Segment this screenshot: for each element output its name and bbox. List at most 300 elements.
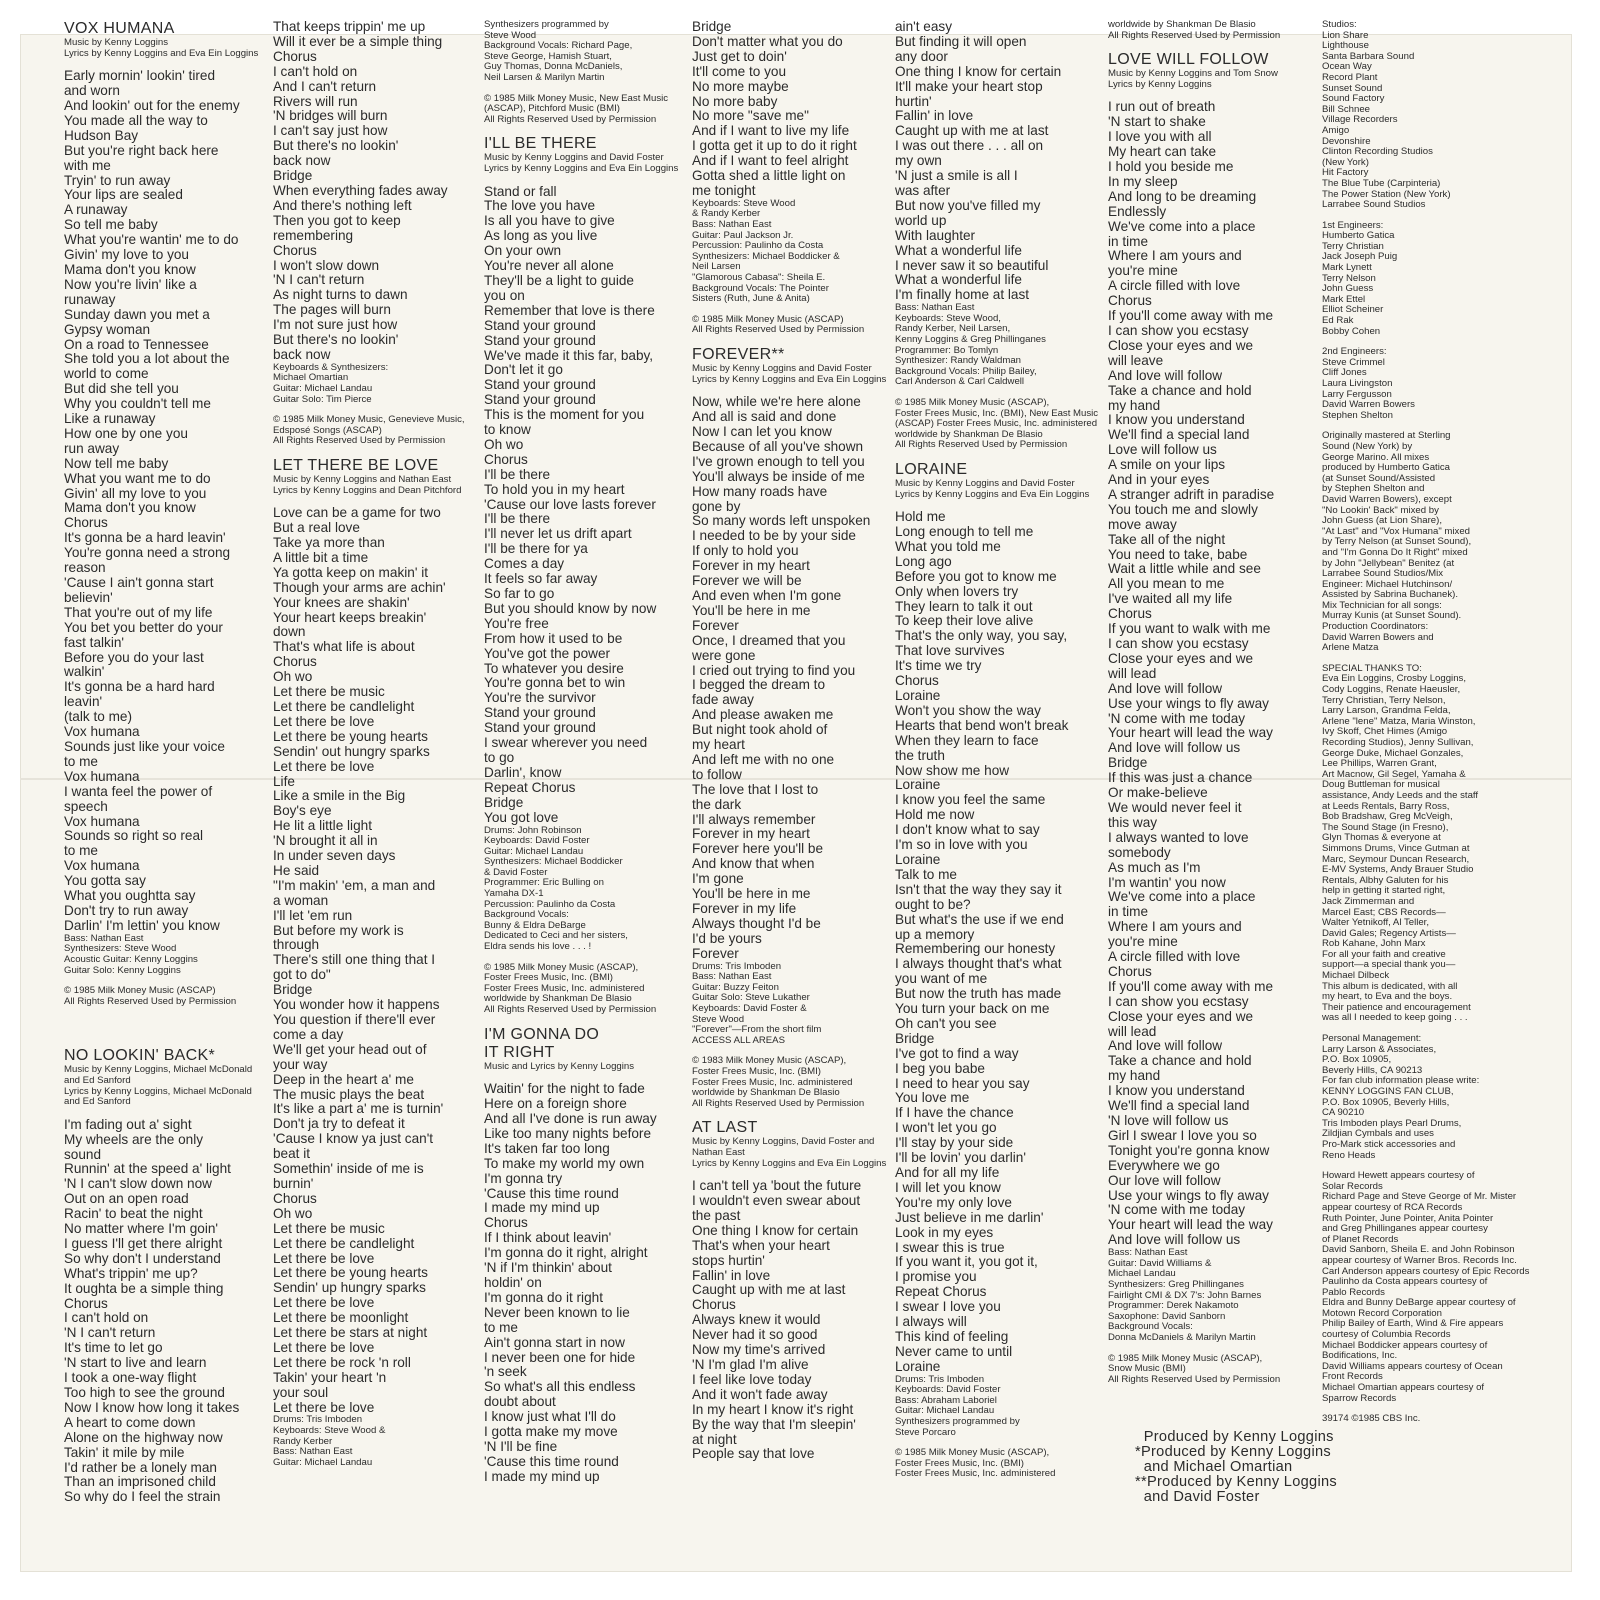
credits-column <box>1322 20 1558 1425</box>
lyric-line: I swear wherever you need <box>484 735 648 751</box>
lyric-line: ought to be? <box>895 896 971 912</box>
credit-line: P.O. Box 10905, <box>1322 1054 1392 1066</box>
credit-line: Keyboards: Steve Wood <box>692 197 796 209</box>
lyric-line: He lit a little light <box>273 818 372 834</box>
lyric-line: Chorus <box>484 451 528 467</box>
lyric-line: "I'm makin' 'em, a man and <box>273 877 436 893</box>
credit-line: Drums: Tris Imboden <box>895 1373 985 1385</box>
lyric-line: Givin' all my love to you <box>64 485 207 501</box>
credit-line: Guitar: Buzzy Feiton <box>692 981 779 993</box>
lyric-line: 'N start to shake <box>1108 114 1206 130</box>
copyright-line: © 1985 Milk Money Music (ASCAP), <box>895 1447 1050 1459</box>
lyric-line: Hearts that bend won't break <box>895 717 1069 733</box>
lyric-line: To hold you in my heart <box>484 481 625 497</box>
lyric-line: I feel like love today <box>692 1371 812 1387</box>
lyric-line: I know you feel the same <box>895 792 1046 808</box>
lyric-line: We've made it this far, baby, <box>484 347 654 363</box>
lyric-line: Just get to doin' <box>692 48 787 64</box>
copyright-line: Paulinho da Costa appears courtesy of <box>1322 1276 1488 1288</box>
lyric-line: I've grown enough to tell you <box>692 453 865 469</box>
credit-line: Cody Loggins, Renate Haeusler, <box>1322 684 1461 696</box>
lyric-line: With laughter <box>895 227 976 243</box>
lyric-line: Darlin' I'm lettin' you know <box>64 917 220 933</box>
credit-line: Engineer: Michael Hutchinson/ <box>1322 578 1453 590</box>
credit-line: Doug Buttleman for musical <box>1322 779 1440 791</box>
lyric-line: A stranger adrift in paradise <box>1108 486 1275 502</box>
credit-line: Guitar: Michael Landau <box>273 1456 373 1468</box>
credit-line: Synthesizers: Greg Phillinganes <box>1108 1278 1244 1290</box>
lyric-line: In my heart I know it's right <box>692 1401 854 1417</box>
lyric-line: They'll be a light to guide <box>484 272 634 288</box>
credit-line: Sunset Sound <box>1322 82 1383 94</box>
lyric-line: Comes a day <box>484 556 565 572</box>
lyric-line: The love that I lost to <box>692 781 819 797</box>
producer-line: **Produced by Kenny Loggins <box>1135 1474 1338 1490</box>
credit-line: John Guess (at Lion Share), <box>1322 515 1442 527</box>
credit-line: David Warren Bowers), except <box>1322 493 1452 505</box>
lyric-line: I'm gonna try <box>484 1170 563 1186</box>
credit-line: Music by Kenny Loggins and Nathan East <box>273 474 452 485</box>
lyric-line: How many roads have <box>692 483 828 499</box>
lyric-line: I can't hold on <box>273 63 358 79</box>
credit-line: Stephen Shelton <box>1322 409 1393 421</box>
lyric-line: And if I want to live my life <box>692 123 850 139</box>
lyric-line: Alone on the highway now <box>64 1429 223 1445</box>
credit-line: Keyboards: David Foster & <box>692 1003 807 1014</box>
credit-line: Laura Livingston <box>1322 378 1393 389</box>
credit-line: Arlene Matza <box>1322 642 1379 654</box>
copyright-line: All Rights Reserved Used by Permission <box>692 1097 865 1109</box>
lyric-line: We'll find a special land <box>1108 427 1250 443</box>
copyright-line: © 1985 Milk Money Music (ASCAP), <box>895 396 1050 408</box>
lyric-line: Long enough to tell me <box>895 524 1034 540</box>
lyric-line: You've got the power <box>484 645 611 661</box>
credit-line: Terry Nelson <box>1322 272 1376 284</box>
lyric-line: Oh wo <box>484 436 524 452</box>
lyric-line: But there's no lookin' <box>273 138 399 154</box>
credit-line: Bass: Nathan East <box>1108 1247 1188 1259</box>
lyric-line: Remembering our honesty <box>895 941 1056 957</box>
lyric-line: Let there be candlelight <box>273 1235 415 1251</box>
lyric-line: Remember that love is there <box>484 302 655 318</box>
credit-line: Production Coordinators: <box>1322 621 1429 633</box>
credit-line: Bill Schnee <box>1322 103 1370 115</box>
lyric-line: If I have the chance <box>895 1105 1014 1121</box>
lyric-line: I'll always remember <box>692 811 816 827</box>
credit-line: Clinton Recording Studios <box>1322 146 1433 158</box>
copyright-line: and Ed Sanford <box>64 1074 131 1086</box>
lyric-line: Fallin' in love <box>895 108 974 124</box>
lyric-line: Let there be stars at night <box>273 1325 428 1341</box>
lyric-line: Waitin' for the night to fade <box>484 1081 645 1097</box>
lyric-line: I've got to find a way <box>895 1045 1019 1061</box>
song-title: IT RIGHT <box>484 1043 555 1061</box>
credit-line: Michael Landau <box>1108 1268 1176 1280</box>
credit-line: Lighthouse <box>1322 40 1369 52</box>
credit-line: David Warren Bowers <box>1322 399 1415 411</box>
lyric-line: I won't let you go <box>895 1120 997 1136</box>
lyric-line: I will let you know <box>895 1179 1001 1195</box>
lyric-line: I promise you <box>895 1269 977 1285</box>
copyright-line: All Rights Reserved Used by Permission <box>895 439 1068 451</box>
lyric-line: You're gonna need a strong <box>64 545 231 561</box>
lyric-line: Chorus <box>64 1295 108 1311</box>
lyric-line: 'N come with me today <box>1108 710 1246 726</box>
lyric-line: From how it used to be <box>484 630 623 646</box>
lyric-line: And if I want to feel alright <box>692 153 849 169</box>
lyric-line: One thing I know for certain <box>895 63 1062 79</box>
lyric-line: Let there be love <box>273 758 375 774</box>
lyric-line: Hold me <box>895 509 946 525</box>
lyric-line: Forever in my heart <box>692 826 810 842</box>
lyric-line: Don't try to run away <box>64 902 189 918</box>
lyric-line: If you want it, you got it, <box>895 1254 1038 1270</box>
producer-line: and David Foster <box>1135 1489 1260 1505</box>
lyrics-column-1 <box>64 20 270 1505</box>
credit-line: Originally mastered at Sterling <box>1322 430 1451 442</box>
lyric-line: world to come <box>64 366 149 382</box>
credit-line: Art Macnow, Gil Segel, Yamaha & <box>1322 768 1466 780</box>
lyric-line: She told you a lot about the <box>64 351 230 367</box>
lyric-line: I'll never let us drift apart <box>484 526 632 542</box>
credit-line: Music by Kenny Loggins and Tom Snow <box>1108 68 1278 80</box>
lyric-line: I need to hear you say <box>895 1075 1030 1091</box>
lyric-line: Girl I swear I love you so <box>1108 1127 1257 1143</box>
lyric-line: Like too many nights before <box>484 1125 652 1141</box>
lyric-line: Is all you have to give <box>484 213 615 229</box>
lyric-line: fade away <box>692 692 754 708</box>
credit-line: Dedicated to Ceci and her sisters, <box>484 930 628 942</box>
lyric-line: world up <box>895 212 947 228</box>
lyric-line: Bridge <box>692 19 732 34</box>
credit-line: Guitar: Michael Landau <box>484 845 584 857</box>
credit-line: George Marino. All mixes <box>1322 451 1430 463</box>
lyric-line: I can show you ecstasy <box>1108 636 1249 651</box>
lyric-line: So far to go <box>484 586 555 601</box>
lyric-line: I'm wantin' you now <box>1108 874 1226 890</box>
lyric-line: A little bit a time <box>273 549 369 565</box>
credit-line: Keyboards: Steve Wood, <box>895 312 1001 324</box>
credit-line: Music by Kenny Loggins and David Foster <box>895 477 1075 489</box>
credit-line: Larrabee Sound Studios <box>1322 199 1426 211</box>
lyric-line: (talk to me) <box>64 709 132 725</box>
lyric-line: Bridge <box>484 794 524 810</box>
copyright-line: Foster Frees Music, Inc. (BMI) <box>692 1065 822 1077</box>
lyric-line: It's time to let go <box>64 1340 163 1356</box>
lyric-line: And love will follow us <box>1108 1232 1241 1248</box>
credit-line: David Warren Bowers and <box>1322 631 1434 643</box>
lyric-line: Oh wo <box>273 669 313 685</box>
copyright-line: Foster Frees Music, Inc. administered <box>692 1076 853 1088</box>
copyright-line: David Sanborn, Sheila E. and John Robinson <box>1322 1244 1515 1256</box>
credit-line: Lion Share <box>1322 29 1369 41</box>
lyric-line: 'Cause this time round <box>484 1185 619 1201</box>
copyright-line: Ruth Pointer, June Pointer, Anita Pointer <box>1322 1212 1494 1224</box>
copyright-line: worldwide by Shankman De Blasio <box>484 993 632 1005</box>
credit-line: Background Vocals: The Pointer <box>692 282 829 294</box>
credit-line: Rob Kahane, John Marx <box>1322 938 1426 950</box>
credit-line: Background Vocals: <box>1108 1321 1193 1333</box>
lyric-line: I never been one for hide <box>484 1349 636 1365</box>
credit-line: John Guess <box>1322 283 1374 295</box>
lyric-line: Take all of the night <box>1108 531 1226 547</box>
lyric-line: It's taken far too long <box>484 1140 610 1156</box>
lyric-line: The pages will burn <box>273 302 391 318</box>
lyric-line: And left me with no one <box>692 751 835 767</box>
lyric-line: That's the only way, you say, <box>895 628 1068 644</box>
song-title: LET THERE BE LOVE <box>273 457 439 474</box>
producer-line: *Produced by Kenny Loggins <box>1135 1444 1332 1460</box>
credit-line: Guitar Solo: Steve Lukather <box>692 992 810 1004</box>
credit-line: Steve Porcaro <box>895 1426 956 1438</box>
copyright-line: Motown Record Corporation <box>1322 1307 1442 1319</box>
credit-line: The Blue Tube (Carpinteria) <box>1322 177 1441 189</box>
lyric-line: Now tell me baby <box>64 455 169 471</box>
lyric-line: I'll be there <box>484 466 551 482</box>
copyright-line: Bodifications, Inc. <box>1322 1350 1398 1362</box>
credit-line: Lyrics by Kenny Loggins and Eva Ein Loggins <box>692 1157 887 1169</box>
lyric-line: I needed to be by your side <box>692 528 856 544</box>
lyric-line: holdin' on <box>484 1274 542 1290</box>
credit-line: Bobby Cohen <box>1322 325 1381 337</box>
lyric-line: I never saw it so beautiful <box>895 257 1049 273</box>
lyric-line: up a memory <box>895 926 975 942</box>
lyric-line: They learn to talk it out <box>895 598 1033 614</box>
lyric-line: If I think about leavin' <box>484 1230 612 1246</box>
spacer <box>1108 1344 1333 1354</box>
lyric-line: And lookin' out for the enemy <box>64 98 240 113</box>
lyric-line: Chorus <box>273 1190 317 1206</box>
copyright-line: Howard Hewett appears courtesy of <box>1322 1170 1475 1182</box>
lyric-line: 'N I'll be fine <box>484 1438 558 1454</box>
lyric-line: But a real love <box>273 520 360 536</box>
spacer <box>484 125 698 135</box>
lyric-line: back now <box>273 153 331 169</box>
lyric-line: We've come into a place <box>1108 889 1256 905</box>
lyric-line: A circle filled with love <box>1108 278 1241 294</box>
copyright-line: (ASCAP) Foster Frees Music, Inc. administered <box>895 418 1098 430</box>
credit-line: Bass: Nathan East <box>692 971 772 983</box>
lyric-line: It'll make your heart stop <box>895 78 1043 94</box>
lyric-line: If you'll come away with me <box>1108 308 1274 324</box>
lyric-line: Out on an open road <box>64 1191 189 1207</box>
lyric-line: to know <box>484 422 531 438</box>
credit-line: Music by Kenny Loggins and David Foster <box>692 363 872 374</box>
lyric-line: Ya gotta keep on makin' it <box>273 564 428 580</box>
lyric-line: You need to take, babe <box>1108 546 1248 562</box>
lyric-line: As long as you live <box>484 228 598 244</box>
copyright-line: © 1985 Milk Money Music, Genevieve Music, <box>273 414 465 426</box>
lyric-line: Let there be love <box>273 1339 375 1355</box>
lyric-line: And it won't fade away <box>692 1386 828 1402</box>
credit-line: Steve Wood <box>692 1013 745 1025</box>
lyrics-column-3 <box>484 20 698 1485</box>
credit-line: Bass: Nathan East <box>273 1446 353 1458</box>
lyric-line: Loraine <box>895 688 941 703</box>
copyright-line: and Ed Sanford <box>64 1096 131 1108</box>
lyric-line: reason <box>64 560 106 576</box>
credit-line: and "I'm Gonna Do It Right" mixed <box>1322 546 1468 558</box>
lyric-line: Let there be love <box>273 1250 375 1266</box>
credit-line: "Forever"—From the short film <box>692 1024 822 1036</box>
copyright-line: © 1985 Milk Money Music (ASCAP), <box>1108 1352 1263 1364</box>
lyric-line: Take a chance and hold <box>1108 382 1252 398</box>
lyric-line: No more baby <box>692 93 778 109</box>
lyric-line: me tonight <box>692 182 756 198</box>
lyric-line: 'N I can't return <box>273 272 365 288</box>
credit-line: "Glamorous Cabasa": Sheila E. <box>692 272 826 284</box>
lyric-line: I begged the dream to <box>692 677 826 693</box>
copyright-line: of Planet Records <box>1322 1233 1399 1245</box>
lyric-line: I'm gonna do it right, alright <box>484 1245 648 1261</box>
credit-line: Guitar: Michael Landau <box>895 1405 995 1417</box>
lyric-line: On your own <box>484 243 562 259</box>
credit-line: Arlene "lene" Matza, Maria Winston, <box>1322 715 1476 727</box>
lyric-line: And love will follow <box>1108 367 1223 383</box>
copyright-line: Front Records <box>1322 1371 1383 1383</box>
lyric-line: And all is said and done <box>692 409 837 425</box>
credit-line: Music by Kenny Loggins and David Foster <box>484 152 664 164</box>
lyric-line: Caught up with me at last <box>895 123 1049 139</box>
lyric-line: Bridge <box>1108 755 1148 771</box>
credit-line: was all I needed to keep going . . . <box>1322 1012 1468 1024</box>
lyric-line: So what's all this endless <box>484 1379 636 1395</box>
lyric-line: You're gonna bet to win <box>484 675 626 691</box>
lyric-line: But you should know by now <box>484 600 657 616</box>
lyric-line: run away <box>64 440 120 456</box>
lyric-line: Endlessly <box>1108 203 1167 219</box>
credit-line: Music and Lyrics by Kenny Loggins <box>484 1060 635 1072</box>
lyric-line: The love you have <box>484 198 596 214</box>
credit-line: Eva Ein Loggins, Crosby Loggins, <box>1322 673 1466 685</box>
credit-line: Michael Dilbeck <box>1322 970 1390 982</box>
lyric-line: Takin' it mile by mile <box>64 1444 185 1460</box>
credit-line: assistance, Andy Leeds and the staff <box>1322 789 1479 801</box>
lyric-line: Ain't gonna start in now <box>484 1334 625 1350</box>
producer-line: Produced by Kenny Loggins <box>1135 1429 1334 1445</box>
copyright-line: worldwide by Shankman De Blasio <box>895 428 1043 440</box>
lyric-line: You'll be here in me <box>692 602 811 618</box>
lyric-line: my own <box>895 153 942 169</box>
lyric-line: That's when your heart <box>692 1237 830 1253</box>
lyric-line: I run out of breath <box>1108 99 1216 115</box>
spacer <box>1108 41 1333 51</box>
lyric-line: I guess I'll get there alright <box>64 1235 223 1251</box>
lyric-line: 'N start to live and learn <box>64 1355 207 1371</box>
credit-line: Studios: <box>1322 19 1357 30</box>
lyric-line: runaway <box>64 291 116 307</box>
lyric-line: Don't let it go <box>484 362 563 378</box>
lyric-line: Stand your ground <box>484 377 596 393</box>
credit-line: Synthesizers programmed by <box>895 1416 1020 1428</box>
copyright-line: Foster Frees Music, Inc. (BMI) <box>895 1457 1025 1469</box>
lyric-line: hurtin' <box>895 93 932 109</box>
credit-line: Lyrics by Kenny Loggins and Eva Ein Loggins <box>484 162 679 174</box>
lyric-line: I'm gone <box>692 871 744 887</box>
lyric-line: Don't matter what you do <box>692 33 843 49</box>
credit-line: Recording Studios), Jenny Sullivan, <box>1322 737 1474 748</box>
lyric-line: What's trippin' me up? <box>64 1265 198 1281</box>
credit-line: Kenny Loggins & Greg Phillinganes <box>895 334 1046 345</box>
lyric-line: But finding it will open <box>895 33 1027 49</box>
lyric-line: I always thought that's what <box>895 956 1062 972</box>
lyric-line: to me <box>64 753 98 769</box>
credit-line: Bunny & Eldra DeBarge <box>484 919 586 931</box>
copyright-line: Michael Boddicker appears courtesy of <box>1322 1339 1488 1351</box>
song-title: FOREVER** <box>692 346 785 363</box>
lyric-line: To make my world my own <box>484 1155 645 1171</box>
lyric-line: No more maybe <box>692 78 789 94</box>
lyric-line: So why don't I understand <box>64 1250 221 1266</box>
lyric-line: Take a chance and hold <box>1108 1053 1252 1069</box>
lyric-line: No matter where I'm goin' <box>64 1221 219 1237</box>
lyric-line: Your heart will lead the way <box>1108 725 1273 741</box>
lyric-line: You'll always be inside of me <box>692 468 865 484</box>
credit-line: Steve Crimmel <box>1322 356 1385 368</box>
lyric-line: Let there be young hearts <box>273 1265 428 1281</box>
lyric-line: You turn your back on me <box>895 1001 1050 1017</box>
lyric-line: I know you understand <box>1108 412 1245 428</box>
lyric-line: How one by one you <box>64 425 188 441</box>
lyric-line: Bridge <box>273 982 313 998</box>
lyric-line: Bridge <box>895 1030 935 1046</box>
lyric-line: Why you couldn't tell me <box>64 396 211 412</box>
credit-line: Saxophone: David Sanborn <box>1108 1310 1226 1322</box>
lyric-line: I can show you ecstasy <box>1108 993 1249 1009</box>
credit-line: Mark Ettel <box>1322 293 1366 305</box>
lyric-line: Than an imprisoned child <box>64 1474 216 1490</box>
credit-line: by Terry Nelson (at Sunset Sound), <box>1322 536 1472 548</box>
lyric-line: You're never all alone <box>484 258 614 274</box>
lyric-line: Before you do your last <box>64 649 204 665</box>
lyric-line: A smile on your lips <box>1108 457 1226 473</box>
lyric-line: Sounds so right so real <box>64 828 204 844</box>
lyric-line: Loraine <box>895 851 941 867</box>
lyric-line: Your heart keeps breakin' <box>273 609 427 625</box>
lyric-line: Somethin' inside of me is <box>273 1161 424 1177</box>
producer-line: and Michael Omartian <box>1135 1459 1293 1475</box>
lyric-line: Stand or fall <box>484 183 557 199</box>
lyric-line: 'n seek <box>484 1364 527 1380</box>
lyric-line: fast talkin' <box>64 634 125 650</box>
credit-line: Guitar Solo: Kenny Loggins <box>64 964 181 976</box>
lyric-line: Only when lovers try <box>895 583 1019 599</box>
lyric-line: Gypsy woman <box>64 321 151 337</box>
copyright-line: worldwide by Shankman De Blasio <box>692 1087 840 1099</box>
credit-line: & David Foster <box>484 866 548 878</box>
lyric-line: If only to hold you <box>692 543 799 559</box>
copyright-line: © 1985 Milk Money Music (ASCAP), <box>484 961 639 973</box>
copyright-line: 39174 ©1985 CBS Inc. <box>1322 1413 1421 1425</box>
lyric-line: Now you're livin' like a <box>64 276 197 292</box>
lyric-line: Gotta shed a little light on <box>692 168 846 184</box>
credit-line: Guy Thomas, Donna McDaniels, <box>484 61 623 73</box>
lyric-line: On a road to Tennessee <box>64 336 209 352</box>
lyric-line: with me <box>64 157 111 173</box>
copyright-line: All Rights Reserved Used by Permission <box>692 324 865 336</box>
lyric-line: So why do I feel the strain <box>64 1489 221 1505</box>
lyric-line: Chorus <box>64 515 108 531</box>
credit-line: Lyrics by Kenny Loggins <box>1108 78 1212 90</box>
lyric-line: the dark <box>692 796 742 812</box>
credit-line: Synthesizers programmed by <box>484 19 609 30</box>
lyric-line: We'll find a special land <box>1108 1098 1250 1114</box>
lyric-line: Always knew it would <box>692 1312 821 1328</box>
copyright-line: © 1983 Milk Money Music (ASCAP), <box>692 1055 847 1067</box>
lyric-line: Talk to me <box>895 866 957 882</box>
lyric-line: any door <box>895 48 948 64</box>
lyric-line: Mama don't you know <box>64 261 196 277</box>
